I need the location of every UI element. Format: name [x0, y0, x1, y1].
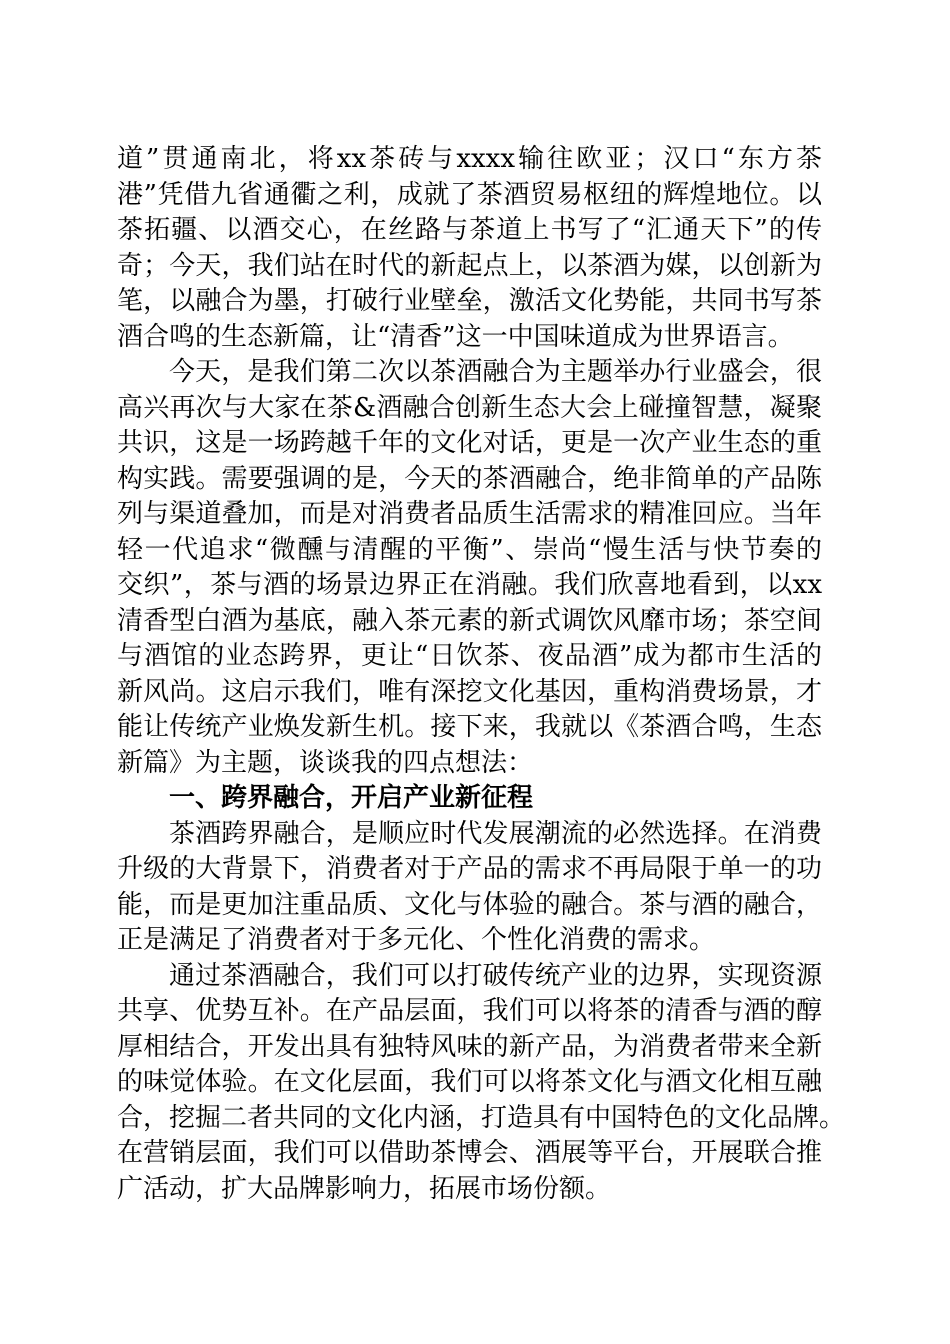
text-line: 正是满足了消费者对于多元化、个性化消费的需求。	[117, 925, 716, 955]
text-line: 能，而是更加注重品质、文化与体验的融合。茶与酒的融合，	[117, 889, 822, 920]
body-paragraph	[117, 142, 822, 355]
text-line: 交织”，茶与酒的场景边界正在消融。我们欣喜地看到，以xx	[117, 570, 822, 600]
text-line: 厚相结合，开发出具有独特风味的新产品，为消费者带来全新	[117, 1031, 822, 1062]
text-line: 共识，这是一场跨越千年的文化对话，更是一次产业生态的重	[117, 428, 822, 458]
text-line: 与酒馆的业态跨界，更让“日饮茶、夜品酒”成为都市生活的	[117, 641, 822, 671]
text-line: 茶拓疆、以酒交心，在丝路与茶道上书写了“汇通天下”的传	[117, 215, 822, 245]
text-line: 奇；今天，我们站在时代的新起点上，以茶酒为媒，以创新为	[117, 250, 822, 281]
text-line: 能让传统产业焕发新生机。接下来，我就以《茶酒合鸣，生态	[117, 712, 822, 742]
text-line: 新篇》为主题，谈谈我的四点想法：	[117, 747, 534, 778]
text-line: 在营销层面，我们可以借助茶博会、酒展等平台，开展联合推	[117, 1138, 822, 1168]
text-line: 共享、优势互补。在产品层面，我们可以将茶的清香与酒的醇	[117, 996, 822, 1026]
text-line: 今天，是我们第二次以茶酒融合为主题举办行业盛会，很	[169, 357, 822, 387]
text-line: 笔，以融合为墨，打破行业壁垒，激活文化势能，共同书写茶	[117, 286, 822, 316]
text-line: 道”贯通南北，将xx茶砖与xxxx输往欧亚；汉口“东方茶	[117, 144, 822, 174]
text-line: 广活动，扩大品牌影响力，拓展市场份额。	[117, 1173, 612, 1204]
text-line: 高兴再次与大家在茶&酒融合创新生态大会上碰撞智慧，凝聚	[117, 392, 822, 423]
text-line: 通过茶酒融合，我们可以打破传统产业的边界，实现资源	[169, 960, 822, 991]
body-paragraph	[117, 355, 822, 781]
text-line: 的味觉体验。在文化层面，我们可以将茶文化与酒文化相互融	[117, 1067, 822, 1097]
heading-text: 一、跨界融合，开启产业新征程	[169, 783, 534, 813]
text-line: 构实践。需要强调的是，今天的茶酒融合，绝非简单的产品陈	[117, 463, 822, 494]
body-paragraph	[117, 817, 822, 959]
text-line: 酒合鸣的生态新篇，让“清香”这一中国味道成为世界语言。	[117, 321, 794, 352]
text-line: 新风尚。这启示我们，唯有深挖文化基因，重构消费场景，才	[117, 676, 822, 707]
text-line: 清香型白酒为基底，融入茶元素的新式调饮风靡市场；茶空间	[117, 605, 822, 636]
text-line: 升级的大背景下，消费者对于产品的需求不再局限于单一的功	[117, 854, 822, 884]
text-line: 茶酒跨界融合，是顺应时代发展潮流的必然选择。在消费	[169, 818, 822, 849]
text-line: 港”凭借九省通衢之利，成就了茶酒贸易枢纽的辉煌地位。以	[117, 179, 822, 210]
text-line: 合，挖掘二者共同的文化内涵，打造具有中国特色的文化品牌。	[117, 1102, 846, 1133]
text-line: 轻一代追求“微醺与清醒的平衡”、崇尚“慢生活与快节奏的	[117, 534, 822, 565]
document-page	[117, 142, 846, 1207]
section-heading	[117, 781, 822, 817]
body-paragraph	[117, 959, 846, 1208]
text-line: 列与渠道叠加，而是对消费者品质生活需求的精准回应。当年	[117, 499, 822, 529]
